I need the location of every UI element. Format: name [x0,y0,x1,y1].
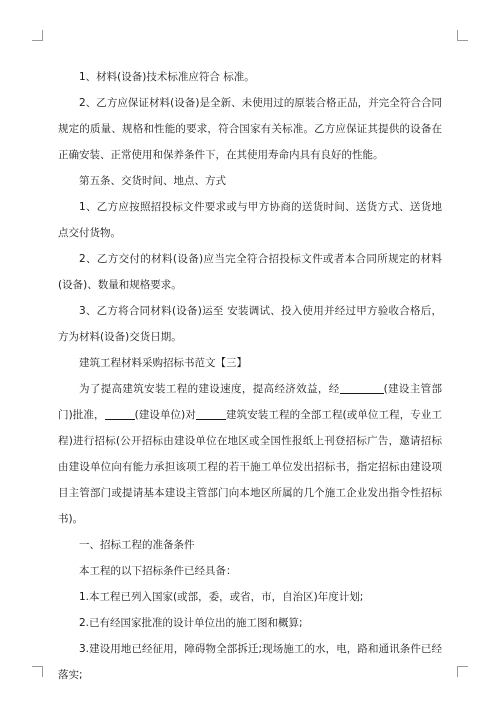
list-item-annual-plan: 1.本工程已列入国家(或部，委，或省，市，自治区)年度计划; [79,591,364,603]
list-item-site-readiness: 3.建设用地已经征用，障碍物全部拆迁;现场施工的水，电，路和通讯条件已经落实; [58,643,442,681]
paragraph-delivery-compliance: 2、乙方交付的材料(设备)应当完全符合招投标文件或者本合同所规定的材料(设备)、数量和规格要求。 [58,253,442,291]
paragraph-quality-guarantee: 2、乙方应保证材料(设备)是全新、未使用过的原装合格正品，并完全符合合同规定的质量、规格和性能的要求，符合国家有关标准。乙方应保证其提供的设备在正确安装、正常使用和保养条件下，在其使用寿命内具有良好的性能。 [58,97,442,161]
section-title-sample-3: 建筑工程材料采购招标书范文【三】 [79,357,247,369]
section-heading-article-5: 第五条、交货时间、地点、方式 [79,175,226,187]
intro-text-4: 建筑安装工程的全部工程(或单位工程，专业工程)进行招标(公开招标由建设单位在地区或全国性报纸上刊登招标广告，邀请招标由建设单位向有能力承担该项工程的若干施工单位发出招标书，指定招标由建设项目主管部门或提请基本建设主管部门向本地区所属的几个施工企业发出指令性招标书)。 [58,409,442,525]
paragraph-delivery-terms: 1、乙方应按照招投标文件要求或与甲方协商的送货时间、送货方式、送货地点交付货物。 [58,201,442,239]
intro-text-2: (建设主管部门)批准， [58,383,442,421]
paragraph-material-standard: 1、材料(设备)技术标准应符合 标准。 [79,71,255,83]
fill-blank-project [196,407,226,420]
section-heading-preparation: 一、招标工程的准备条件 [79,539,195,551]
page-corner-mark-bottom-left [32,666,43,677]
document-body [58,64,442,688]
fill-blank-authority [340,381,384,394]
list-item-construction-drawings: 2.已有经国家批准的设计单位出的施工图和概算; [79,617,303,629]
fill-blank-builder [105,407,135,420]
intro-text-1: 为了提高建筑安装工程的建设速度，提高经济效益，经 [79,383,340,395]
paragraph-conditions-met: 本工程的以下招标条件已经具备： [79,565,237,577]
paragraph-delivery-date: 3、乙方将合同材料(设备)运至 安装调试、投入使用并经过甲方验收合格后，方为材料(设备)交货日期。 [58,305,442,343]
page-corner-mark-top-left [32,30,43,41]
intro-text-3: (建设单位)对 [134,409,196,421]
page-corner-mark-top-right [457,30,468,41]
page-corner-mark-bottom-right [457,666,468,677]
paragraph-tender-intro [58,376,442,532]
